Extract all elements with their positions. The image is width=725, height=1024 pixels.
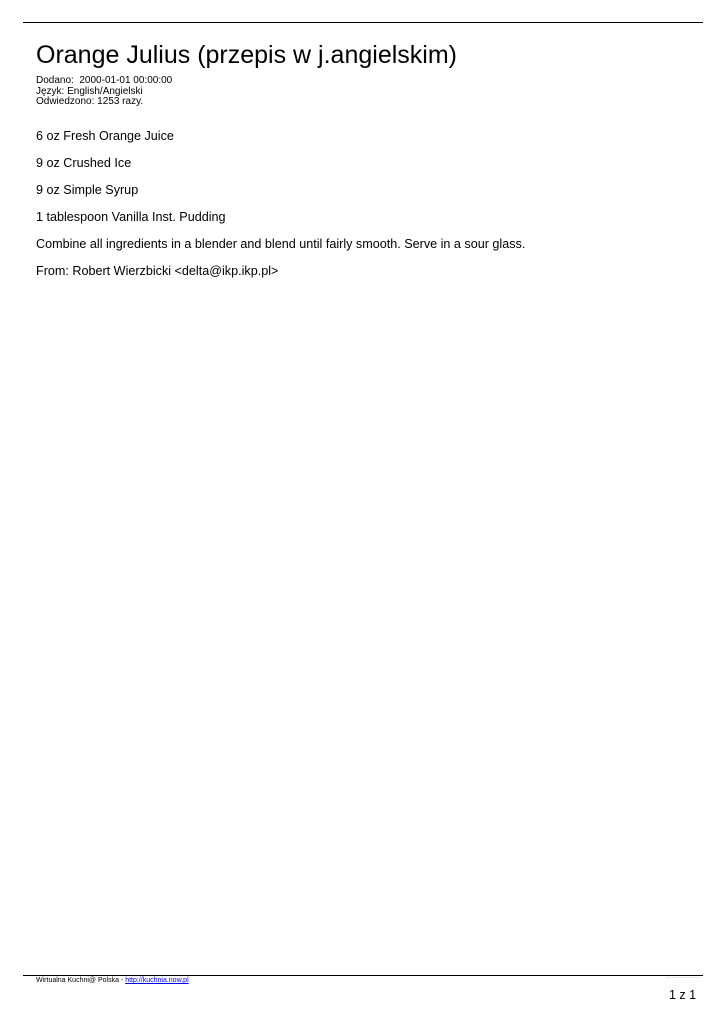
page-number: 1 z 1 (669, 988, 697, 1002)
page-footer (36, 976, 189, 985)
meta-added-date: Dodano: 2000-01-01 00:00:00 (36, 75, 173, 86)
recipe-title: Orange Julius (przepis w j.angielskim) (36, 41, 457, 69)
top-divider (23, 22, 703, 23)
meta-language: Język: English/Angielski (36, 85, 143, 97)
ingredient-crushed-ice: 9 oz Crushed Ice (36, 156, 132, 170)
footer-site-link[interactable]: http://kuchnia.now.pl (125, 977, 189, 984)
recipe-meta (36, 76, 172, 108)
footer-faint-mark (667, 977, 699, 978)
ingredient-orange-juice: 6 oz Fresh Orange Juice (36, 129, 174, 143)
recipe-author: From: Robert Wierzbicki <delta@ikp.ikp.pl> (36, 264, 279, 278)
recipe-body (36, 128, 696, 290)
ingredient-vanilla-pudding: 1 tablespoon Vanilla Inst. Pudding (36, 210, 226, 224)
ingredient-simple-syrup: 9 oz Simple Syrup (36, 183, 139, 197)
recipe-instructions: Combine all ingredients in a blender and blend until fairly smooth. Serve in a sour glass. (36, 237, 526, 251)
meta-visits: Odwiedzono: 1253 razy. (36, 96, 144, 107)
footer-site-name: Wirtualna Kuchni@ Polska - (36, 977, 126, 984)
